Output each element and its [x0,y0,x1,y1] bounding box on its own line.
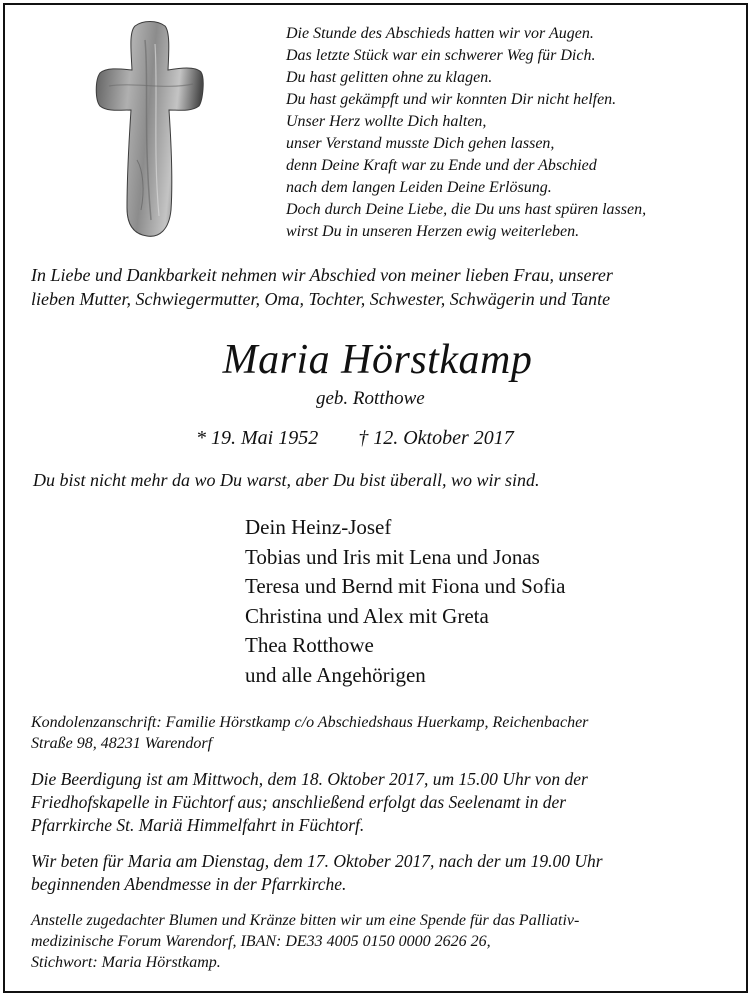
condolence-line: Kondolenzanschrift: Familie Hörstkamp c/o Abschiedshaus Huerkamp, Reichenbacher [31,714,589,731]
deceased-name: Maria Hörstkamp [222,337,533,383]
prayer-line: Wir beten für Maria am Dienstag, dem 17. Oktober 2017, nach der um 19.00 Uhr [31,851,603,871]
donation-line: Stichwort: Maria Hörstkamp. [31,954,221,971]
poem-line: Du hast gekämpft und wir konnten Dir nicht helfen. [286,91,617,108]
mourner: Teresa und Bernd mit Fiona und Sofia [245,574,566,598]
birth-date: * 19. Mai 1952 [196,427,319,449]
poem [286,23,726,243]
donation-info [31,910,721,973]
mourner: Dein Heinz-Josef [245,515,392,539]
donation-line: Anstelle zugedachter Blumen und Kränze bitten wir um eine Spende für das Palliativ- [31,912,580,929]
donation-line: medizinische Forum Warendorf, IBAN: DE33 4005 0150 0000 2626 26, [31,933,491,950]
mourners-list [245,513,565,690]
mourner: Tobias und Iris mit Lena und Jonas [245,544,540,569]
wooden-cross-icon [95,20,205,240]
poem-line: Doch durch Deine Liebe, die Du uns hast spüren lassen, [286,201,647,218]
intro-text [31,263,721,311]
condolence-line: Straße 98, 48231 Warendorf [31,735,213,752]
condolence-address [31,712,721,754]
life-dates [196,424,514,452]
funeral-line: Die Beerdigung ist am Mittwoch, dem 18. Oktober 2017, um 15.00 Uhr von der [31,769,588,789]
funeral-line: Pfarrkirche St. Mariä Himmelfahrt in Füchtorf. [31,815,365,835]
poem-line: nach dem langen Leiden Deine Erlösung. [286,179,552,196]
poem-line: unser Verstand musste Dich gehen lassen, [286,135,555,152]
mourner: und alle Angehörigen [245,662,426,687]
quote: Du bist nicht mehr da wo Du warst, aber Du bist überall, wo wir sind. [33,470,540,490]
death-date: † 12. Oktober 2017 [358,427,514,449]
maiden-name: geb. Rotthowe [316,388,425,409]
poem-line: Das letzte Stück war ein schwerer Weg für Dich. [286,47,596,64]
intro-line: lieben Mutter, Schwiegermutter, Oma, Tochter, Schwester, Schwägerin und Tante [31,289,611,309]
poem-line: Unser Herz wollte Dich halten, [286,113,487,130]
prayer-line: beginnenden Abendmesse in der Pfarrkirche. [31,874,347,894]
funeral-line: Friedhofskapelle in Füchtorf aus; anschließend erfolgt das Seelenamt in der [31,792,567,812]
funeral-info [31,768,721,837]
poem-line: wirst Du in unseren Herzen ewig weiterleben. [286,223,580,240]
mourner: Christina und Alex mit Greta [245,603,489,628]
poem-line: Die Stunde des Abschieds hatten wir vor Augen. [286,25,594,42]
poem-line: Du hast gelitten ohne zu klagen. [286,69,493,86]
poem-line: denn Deine Kraft war zu Ende und der Abschied [286,157,597,174]
mourner: Thea Rotthowe [245,633,374,657]
prayer-info [31,850,721,896]
intro-line: In Liebe und Dankbarkeit nehmen wir Abschied von meiner lieben Frau, unserer [31,265,613,285]
